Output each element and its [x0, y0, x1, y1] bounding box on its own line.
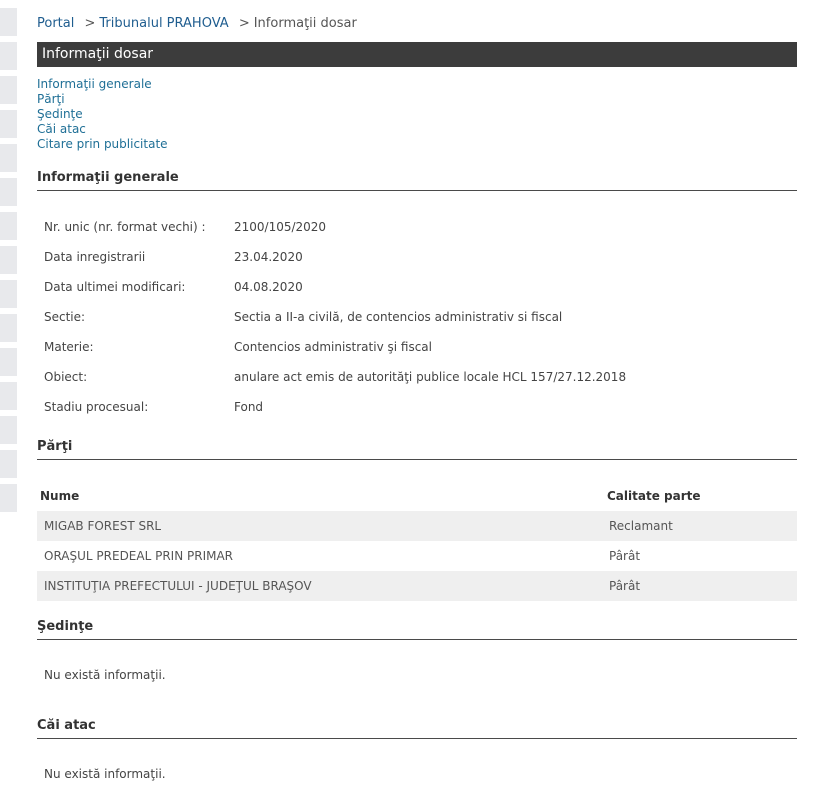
party-name: ORAŞUL PREDEAL PRIN PRIMAR [44, 549, 234, 563]
table-row [37, 511, 797, 541]
left-nav-strip [0, 8, 17, 531]
section-heading-cai-atac: Căi atac [37, 718, 797, 739]
table-row [37, 571, 797, 601]
left-nav-tab[interactable] [0, 280, 17, 308]
left-nav-tab[interactable] [0, 450, 17, 478]
column-header-nume: Nume [40, 489, 80, 503]
left-nav-tab[interactable] [0, 484, 17, 512]
left-nav-tab[interactable] [0, 348, 17, 376]
info-value: 04.08.2020 [234, 280, 303, 294]
info-row [37, 332, 797, 362]
left-nav-tab[interactable] [0, 382, 17, 410]
cai-atac-empty-message: Nu există informaţii. [44, 767, 166, 781]
left-nav-tab[interactable] [0, 144, 17, 172]
breadcrumb-separator: > [238, 16, 250, 31]
general-info-table [37, 212, 797, 422]
left-nav-tab[interactable] [0, 76, 17, 104]
sedinte-empty-message: Nu există informaţii. [44, 668, 166, 682]
info-label: Stadiu procesual: [44, 400, 149, 414]
info-label: Nr. unic (nr. format vechi) : [44, 220, 206, 234]
left-nav-tab[interactable] [0, 314, 17, 342]
info-row [37, 272, 797, 302]
anchor-cai-atac[interactable]: Căi atac [37, 122, 86, 136]
anchor-sedinte[interactable]: Şedinţe [37, 107, 83, 121]
left-nav-tab[interactable] [0, 416, 17, 444]
section-heading-informatii-generale: Informaţii generale [37, 170, 797, 191]
info-value: Contencios administrativ şi fiscal [234, 340, 432, 354]
left-nav-tab[interactable] [0, 42, 17, 70]
parti-table [37, 481, 797, 601]
left-nav-tab[interactable] [0, 178, 17, 206]
info-row [37, 302, 797, 332]
info-row [37, 392, 797, 422]
breadcrumb-separator: > [84, 16, 96, 31]
info-value: anulare act emis de autorităţi publice locale HCL 157/27.12.2018 [234, 370, 627, 384]
info-row [37, 362, 797, 392]
info-label: Materie: [44, 340, 94, 354]
info-row [37, 212, 797, 242]
info-label: Obiect: [44, 370, 88, 384]
left-nav-tab[interactable] [0, 8, 17, 36]
info-row [37, 242, 797, 272]
party-name: MIGAB FOREST SRL [44, 519, 162, 533]
breadcrumb-tribunal-link[interactable]: Tribunalul PRAHOVA [99, 16, 229, 31]
section-heading-parti: Părţi [37, 439, 797, 460]
table-row [37, 541, 797, 571]
breadcrumb [37, 16, 357, 31]
anchor-informatii-generale[interactable]: Informaţii generale [37, 77, 152, 91]
info-label: Data ultimei modificari: [44, 280, 186, 294]
info-value: 23.04.2020 [234, 250, 303, 264]
party-name: INSTITUŢIA PREFECTULUI - JUDEŢUL BRAŞOV [44, 579, 312, 593]
info-value: Fond [234, 400, 264, 414]
party-role: Pârât [609, 549, 641, 563]
section-heading-sedinte: Şedinţe [37, 619, 797, 640]
table-header-row [37, 481, 797, 511]
left-nav-tab[interactable] [0, 246, 17, 274]
left-nav-tab[interactable] [0, 110, 17, 138]
info-label: Sectie: [44, 310, 86, 324]
breadcrumb-portal-link[interactable]: Portal [37, 16, 75, 31]
column-header-calitate: Calitate parte [607, 489, 701, 503]
section-anchor-list [37, 77, 168, 152]
info-value: Sectia a II-a civilă, de contencios administrativ si fiscal [234, 310, 563, 324]
left-nav-tab[interactable] [0, 212, 17, 240]
anchor-parti[interactable]: Părţi [37, 92, 65, 106]
anchor-citare-prin-publicitate[interactable]: Citare prin publicitate [37, 137, 168, 151]
info-label: Data inregistrarii [44, 250, 146, 264]
party-role: Pârât [609, 579, 641, 593]
info-value: 2100/105/2020 [234, 220, 327, 234]
party-role: Reclamant [609, 519, 673, 533]
breadcrumb-current: Informaţii dosar [253, 16, 357, 31]
page-title: Informaţii dosar [37, 42, 797, 67]
